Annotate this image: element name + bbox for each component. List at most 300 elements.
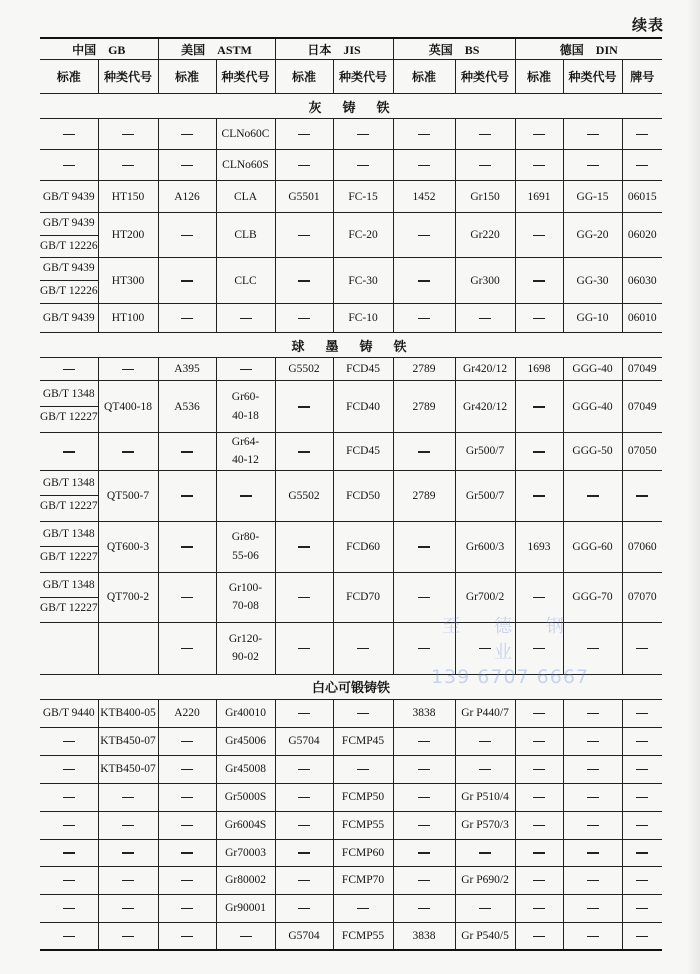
table-row bbox=[40, 433, 662, 471]
empty-value-dash bbox=[587, 936, 599, 938]
table-cell bbox=[158, 433, 216, 471]
table-cell: Gr420/12 bbox=[455, 358, 515, 381]
empty-value-dash bbox=[479, 318, 491, 320]
empty-value-dash bbox=[636, 134, 648, 136]
table-cell bbox=[158, 866, 216, 894]
table-cell: KTB450-07 bbox=[98, 755, 158, 783]
empty-value-dash bbox=[240, 369, 252, 371]
cell-divider bbox=[40, 280, 98, 281]
table-cell bbox=[393, 727, 455, 755]
table-cell: 06030 bbox=[622, 258, 662, 304]
cell-line: GB/T 9439 bbox=[42, 262, 95, 275]
table-cell bbox=[158, 213, 216, 258]
empty-value-dash bbox=[587, 134, 599, 136]
table-cell bbox=[393, 304, 455, 333]
page-edge-shadow bbox=[686, 0, 700, 974]
cell-line: 70-08 bbox=[232, 600, 259, 613]
table-cell bbox=[275, 433, 333, 471]
cell-divider bbox=[40, 235, 98, 236]
table-cell: GGG-40 bbox=[563, 358, 622, 381]
table-cell: Gr70003 bbox=[216, 839, 275, 866]
empty-value-dash bbox=[479, 134, 491, 136]
empty-value-dash bbox=[636, 797, 648, 799]
empty-value-dash bbox=[298, 852, 310, 854]
table-cell bbox=[40, 922, 98, 950]
table-cell bbox=[40, 521, 98, 572]
empty-value-dash bbox=[636, 648, 648, 650]
empty-value-dash bbox=[298, 406, 310, 408]
table-cell: HT150 bbox=[98, 181, 158, 213]
table-cell bbox=[393, 433, 455, 471]
table-cell bbox=[98, 119, 158, 150]
cell-line: Gr120- bbox=[228, 632, 263, 645]
cell-line: Gr80- bbox=[231, 531, 260, 544]
table-cell bbox=[393, 150, 455, 181]
table-row bbox=[40, 381, 662, 433]
table-cell bbox=[333, 699, 393, 727]
table-cell: Gr P570/3 bbox=[455, 811, 515, 839]
empty-value-dash bbox=[418, 797, 430, 799]
col-header-grade-code: 种类代号 bbox=[455, 60, 515, 94]
empty-value-dash bbox=[181, 597, 193, 599]
empty-value-dash bbox=[298, 134, 310, 136]
table-cell: Gr300 bbox=[455, 258, 515, 304]
table-cell bbox=[622, 839, 662, 866]
table-cell bbox=[216, 381, 275, 433]
table-cell: FC-10 bbox=[333, 304, 393, 333]
table-cell bbox=[98, 358, 158, 381]
table-row bbox=[40, 150, 662, 181]
empty-value-dash bbox=[479, 852, 491, 854]
table-row bbox=[40, 213, 662, 258]
table-cell: CLA bbox=[216, 181, 275, 213]
table-cell: FC-20 bbox=[333, 213, 393, 258]
table-cell: FCD45 bbox=[333, 433, 393, 471]
table-cell: Gr40010 bbox=[216, 699, 275, 727]
table-cell bbox=[455, 304, 515, 333]
empty-value-dash bbox=[587, 852, 599, 854]
empty-value-dash bbox=[587, 825, 599, 827]
table-cell bbox=[275, 783, 333, 811]
empty-value-dash bbox=[418, 908, 430, 910]
table-cell bbox=[333, 150, 393, 181]
table-cell bbox=[40, 755, 98, 783]
table-cell: 2789 bbox=[393, 358, 455, 381]
table-cell: Gr700/2 bbox=[455, 572, 515, 622]
table-cell: Gr P510/4 bbox=[455, 783, 515, 811]
empty-value-dash bbox=[636, 713, 648, 715]
table-cell bbox=[275, 699, 333, 727]
cell-line: GB/T 1348 bbox=[42, 388, 95, 401]
table-cell bbox=[515, 811, 563, 839]
table-cell bbox=[563, 866, 622, 894]
table-cell bbox=[158, 755, 216, 783]
table-cell: 07070 bbox=[622, 572, 662, 622]
table-cell bbox=[98, 922, 158, 950]
table-cell: Gr45008 bbox=[216, 755, 275, 783]
empty-value-dash bbox=[418, 825, 430, 827]
empty-value-dash bbox=[636, 880, 648, 882]
table-cell: CLNo60S bbox=[216, 150, 275, 181]
table-cell bbox=[40, 381, 98, 433]
table-cell bbox=[393, 572, 455, 622]
table-row bbox=[40, 521, 662, 572]
table-cell bbox=[622, 755, 662, 783]
empty-value-dash bbox=[240, 318, 252, 320]
table-row bbox=[40, 894, 662, 922]
table-row bbox=[40, 811, 662, 839]
empty-value-dash bbox=[298, 546, 310, 548]
table-cell bbox=[40, 894, 98, 922]
empty-value-dash bbox=[122, 852, 134, 854]
empty-value-dash bbox=[533, 235, 545, 237]
empty-value-dash bbox=[181, 235, 193, 237]
table-cell bbox=[275, 119, 333, 150]
empty-value-dash bbox=[298, 165, 310, 167]
table-cell bbox=[393, 755, 455, 783]
empty-value-dash bbox=[181, 908, 193, 910]
empty-value-dash bbox=[181, 451, 193, 453]
empty-value-dash bbox=[181, 280, 193, 282]
empty-value-dash bbox=[181, 825, 193, 827]
table-cell: Gr P440/7 bbox=[455, 699, 515, 727]
empty-value-dash bbox=[636, 165, 648, 167]
empty-value-dash bbox=[418, 769, 430, 771]
table-cell bbox=[393, 521, 455, 572]
table-cell: GGG-50 bbox=[563, 433, 622, 471]
table-cell: 1693 bbox=[515, 521, 563, 572]
table-cell: FCMP70 bbox=[333, 866, 393, 894]
table-cell bbox=[216, 433, 275, 471]
table-cell bbox=[515, 866, 563, 894]
table-cell bbox=[333, 622, 393, 674]
table-cell: A536 bbox=[158, 381, 216, 433]
table-cell: 07060 bbox=[622, 521, 662, 572]
table-cell bbox=[393, 213, 455, 258]
table-cell bbox=[98, 866, 158, 894]
table-cell: GG-30 bbox=[563, 258, 622, 304]
table-cell: Gr500/7 bbox=[455, 433, 515, 471]
table-cell: FCMP45 bbox=[333, 727, 393, 755]
cell-line: GB/T 12227 bbox=[40, 500, 98, 513]
cell-line: 90-02 bbox=[232, 651, 259, 664]
cell-divider bbox=[40, 406, 98, 407]
table-cell bbox=[158, 521, 216, 572]
table-cell bbox=[158, 258, 216, 304]
table-cell bbox=[158, 727, 216, 755]
table-row bbox=[40, 727, 662, 755]
table-row bbox=[40, 866, 662, 894]
empty-value-dash bbox=[587, 908, 599, 910]
empty-value-dash bbox=[63, 741, 75, 743]
table-cell: Gr6004S bbox=[216, 811, 275, 839]
table-cell bbox=[158, 304, 216, 333]
table-cell: HT300 bbox=[98, 258, 158, 304]
table-cell: 1452 bbox=[393, 181, 455, 213]
table-cell: CLB bbox=[216, 213, 275, 258]
table-cell: 06015 bbox=[622, 181, 662, 213]
empty-value-dash bbox=[587, 165, 599, 167]
empty-value-dash bbox=[418, 165, 430, 167]
empty-value-dash bbox=[533, 597, 545, 599]
cell-line: GB/T 12227 bbox=[40, 411, 98, 423]
table-cell bbox=[40, 150, 98, 181]
table-cell bbox=[515, 572, 563, 622]
empty-value-dash bbox=[181, 936, 193, 938]
empty-value-dash bbox=[479, 648, 491, 650]
table-cell bbox=[158, 150, 216, 181]
table-cell bbox=[455, 755, 515, 783]
cell-divider bbox=[40, 546, 98, 547]
table-cell bbox=[40, 119, 98, 150]
col-header-standard: 标准 bbox=[393, 60, 455, 94]
table-cell bbox=[622, 894, 662, 922]
empty-value-dash bbox=[298, 648, 310, 650]
empty-value-dash bbox=[418, 318, 430, 320]
header-japan-jis: 日本 JIS bbox=[275, 38, 393, 60]
empty-value-dash bbox=[479, 741, 491, 743]
table-row bbox=[40, 470, 662, 521]
table-cell: CLC bbox=[216, 258, 275, 304]
empty-value-dash bbox=[63, 825, 75, 827]
header-uk-bs: 英国 BS bbox=[393, 38, 515, 60]
cell-line: GB/T 12226 bbox=[40, 239, 98, 252]
table-cell bbox=[393, 258, 455, 304]
empty-value-dash bbox=[418, 451, 430, 453]
table-cell bbox=[275, 839, 333, 866]
table-cell bbox=[515, 470, 563, 521]
empty-value-dash bbox=[298, 451, 310, 453]
table-cell bbox=[98, 433, 158, 471]
table-cell bbox=[563, 783, 622, 811]
empty-value-dash bbox=[533, 797, 545, 799]
table-cell bbox=[563, 922, 622, 950]
table-cell bbox=[563, 894, 622, 922]
empty-value-dash bbox=[181, 546, 193, 548]
table-cell: G5501 bbox=[275, 181, 333, 213]
empty-value-dash bbox=[298, 280, 310, 282]
empty-value-dash bbox=[357, 908, 369, 910]
empty-value-dash bbox=[298, 235, 310, 237]
empty-value-dash bbox=[533, 280, 545, 282]
table-cell bbox=[393, 811, 455, 839]
table-cell bbox=[98, 150, 158, 181]
empty-value-dash bbox=[418, 648, 430, 650]
table-cell bbox=[275, 894, 333, 922]
table-cell bbox=[158, 572, 216, 622]
table-cell bbox=[158, 119, 216, 150]
table-cell bbox=[40, 783, 98, 811]
empty-value-dash bbox=[533, 713, 545, 715]
table-cell bbox=[216, 304, 275, 333]
cell-line: 55-06 bbox=[232, 549, 259, 562]
empty-value-dash bbox=[298, 769, 310, 771]
empty-value-dash bbox=[181, 880, 193, 882]
table-cell bbox=[216, 521, 275, 572]
table-cell: FCMP60 bbox=[333, 839, 393, 866]
empty-value-dash bbox=[181, 648, 193, 650]
table-cell bbox=[40, 572, 98, 622]
table-cell bbox=[455, 839, 515, 866]
empty-value-dash bbox=[587, 797, 599, 799]
empty-value-dash bbox=[298, 713, 310, 715]
empty-value-dash bbox=[636, 741, 648, 743]
empty-value-dash bbox=[122, 369, 134, 371]
table-cell: Gr5000S bbox=[216, 783, 275, 811]
table-cell: 07049 bbox=[622, 358, 662, 381]
table-cell bbox=[455, 150, 515, 181]
table-row bbox=[40, 922, 662, 950]
table-cell bbox=[216, 622, 275, 674]
empty-value-dash bbox=[587, 713, 599, 715]
table-cell: KTB450-07 bbox=[98, 727, 158, 755]
empty-value-dash bbox=[533, 908, 545, 910]
table-cell bbox=[158, 894, 216, 922]
empty-value-dash bbox=[479, 165, 491, 167]
empty-value-dash bbox=[533, 406, 545, 408]
table-row bbox=[40, 622, 662, 674]
table-cell bbox=[563, 699, 622, 727]
table-cell bbox=[515, 304, 563, 333]
table-cell bbox=[515, 119, 563, 150]
table-cell: GG-20 bbox=[563, 213, 622, 258]
table-cell: FCMP55 bbox=[333, 922, 393, 950]
empty-value-dash bbox=[122, 908, 134, 910]
table-cell bbox=[515, 839, 563, 866]
table-cell bbox=[515, 922, 563, 950]
col-header-standard: 标准 bbox=[515, 60, 563, 94]
table-cell bbox=[515, 433, 563, 471]
watermark-phone: 139 6707 6667 bbox=[430, 666, 590, 688]
empty-value-dash bbox=[418, 134, 430, 136]
table-cell: FCD40 bbox=[333, 381, 393, 433]
table-cell bbox=[275, 304, 333, 333]
watermark-company: 至 德 钢 业 bbox=[442, 616, 578, 663]
table-cell bbox=[275, 521, 333, 572]
empty-value-dash bbox=[298, 797, 310, 799]
table-cell bbox=[455, 727, 515, 755]
header-china-gb: 中国 GB bbox=[40, 38, 158, 60]
table-cell: QT500-7 bbox=[98, 470, 158, 521]
empty-value-dash bbox=[298, 880, 310, 882]
table-cell: 1698 bbox=[515, 358, 563, 381]
empty-value-dash bbox=[63, 451, 75, 453]
table-cell bbox=[40, 622, 98, 674]
empty-value-dash bbox=[63, 165, 75, 167]
table-cell bbox=[393, 119, 455, 150]
empty-value-dash bbox=[298, 825, 310, 827]
table-cell bbox=[40, 811, 98, 839]
table-cell bbox=[40, 358, 98, 381]
col-header-standard: 标准 bbox=[158, 60, 216, 94]
table-cell: 07049 bbox=[622, 381, 662, 433]
table-cell bbox=[622, 470, 662, 521]
table-cell bbox=[622, 150, 662, 181]
table-cell: A220 bbox=[158, 699, 216, 727]
table-cell bbox=[622, 699, 662, 727]
cell-line: Gr64- bbox=[231, 436, 260, 448]
table-row bbox=[40, 258, 662, 304]
table-cell: GB/T 9440 bbox=[40, 699, 98, 727]
table-cell bbox=[40, 470, 98, 521]
table-cell: FC-15 bbox=[333, 181, 393, 213]
empty-value-dash bbox=[418, 852, 430, 854]
table-cell: QT600-3 bbox=[98, 521, 158, 572]
table-row bbox=[40, 358, 662, 381]
empty-value-dash bbox=[357, 648, 369, 650]
empty-value-dash bbox=[479, 769, 491, 771]
empty-value-dash bbox=[298, 318, 310, 320]
empty-value-dash bbox=[122, 880, 134, 882]
table-cell bbox=[563, 839, 622, 866]
table-cell bbox=[98, 811, 158, 839]
table-cell bbox=[515, 699, 563, 727]
table-cell bbox=[275, 150, 333, 181]
table-cell bbox=[622, 727, 662, 755]
empty-value-dash bbox=[587, 495, 599, 497]
empty-value-dash bbox=[533, 165, 545, 167]
table-cell: QT400-18 bbox=[98, 381, 158, 433]
table-cell bbox=[622, 811, 662, 839]
empty-value-dash bbox=[533, 880, 545, 882]
table-cell bbox=[515, 894, 563, 922]
table-cell: Gr220 bbox=[455, 213, 515, 258]
empty-value-dash bbox=[63, 936, 75, 938]
table-cell: QT700-2 bbox=[98, 572, 158, 622]
empty-value-dash bbox=[418, 280, 430, 282]
empty-value-dash bbox=[181, 852, 193, 854]
empty-value-dash bbox=[587, 741, 599, 743]
col-header-grade-code: 种类代号 bbox=[216, 60, 275, 94]
col-header-brand-number: 牌号 bbox=[622, 60, 662, 94]
table-cell bbox=[216, 358, 275, 381]
empty-value-dash bbox=[418, 597, 430, 599]
table-cell: G5704 bbox=[275, 922, 333, 950]
empty-value-dash bbox=[181, 495, 193, 497]
empty-value-dash bbox=[587, 880, 599, 882]
table-cell bbox=[40, 213, 98, 258]
empty-value-dash bbox=[533, 936, 545, 938]
empty-value-dash bbox=[533, 741, 545, 743]
table-cell bbox=[98, 894, 158, 922]
section-title: 灰 铸 铁 bbox=[40, 94, 662, 119]
empty-value-dash bbox=[636, 825, 648, 827]
table-cell bbox=[333, 119, 393, 150]
table-cell bbox=[216, 572, 275, 622]
empty-value-dash bbox=[181, 741, 193, 743]
table-cell bbox=[563, 727, 622, 755]
table-cell: G5502 bbox=[275, 470, 333, 521]
col-header-grade-code: 种类代号 bbox=[333, 60, 393, 94]
empty-value-dash bbox=[298, 597, 310, 599]
cell-divider bbox=[40, 495, 98, 496]
table-row bbox=[40, 699, 662, 727]
table-cell: Gr600/3 bbox=[455, 521, 515, 572]
empty-value-dash bbox=[181, 134, 193, 136]
table-cell bbox=[40, 433, 98, 471]
empty-value-dash bbox=[357, 769, 369, 771]
empty-value-dash bbox=[533, 451, 545, 453]
table-row bbox=[40, 181, 662, 213]
table-cell bbox=[622, 783, 662, 811]
table-cell bbox=[622, 922, 662, 950]
header-usa-astm: 美国 ASTM bbox=[158, 38, 275, 60]
empty-value-dash bbox=[636, 908, 648, 910]
table-cell: FC-30 bbox=[333, 258, 393, 304]
table-cell: GGG-40 bbox=[563, 381, 622, 433]
table-cell: Gr150 bbox=[455, 181, 515, 213]
empty-value-dash bbox=[122, 165, 134, 167]
